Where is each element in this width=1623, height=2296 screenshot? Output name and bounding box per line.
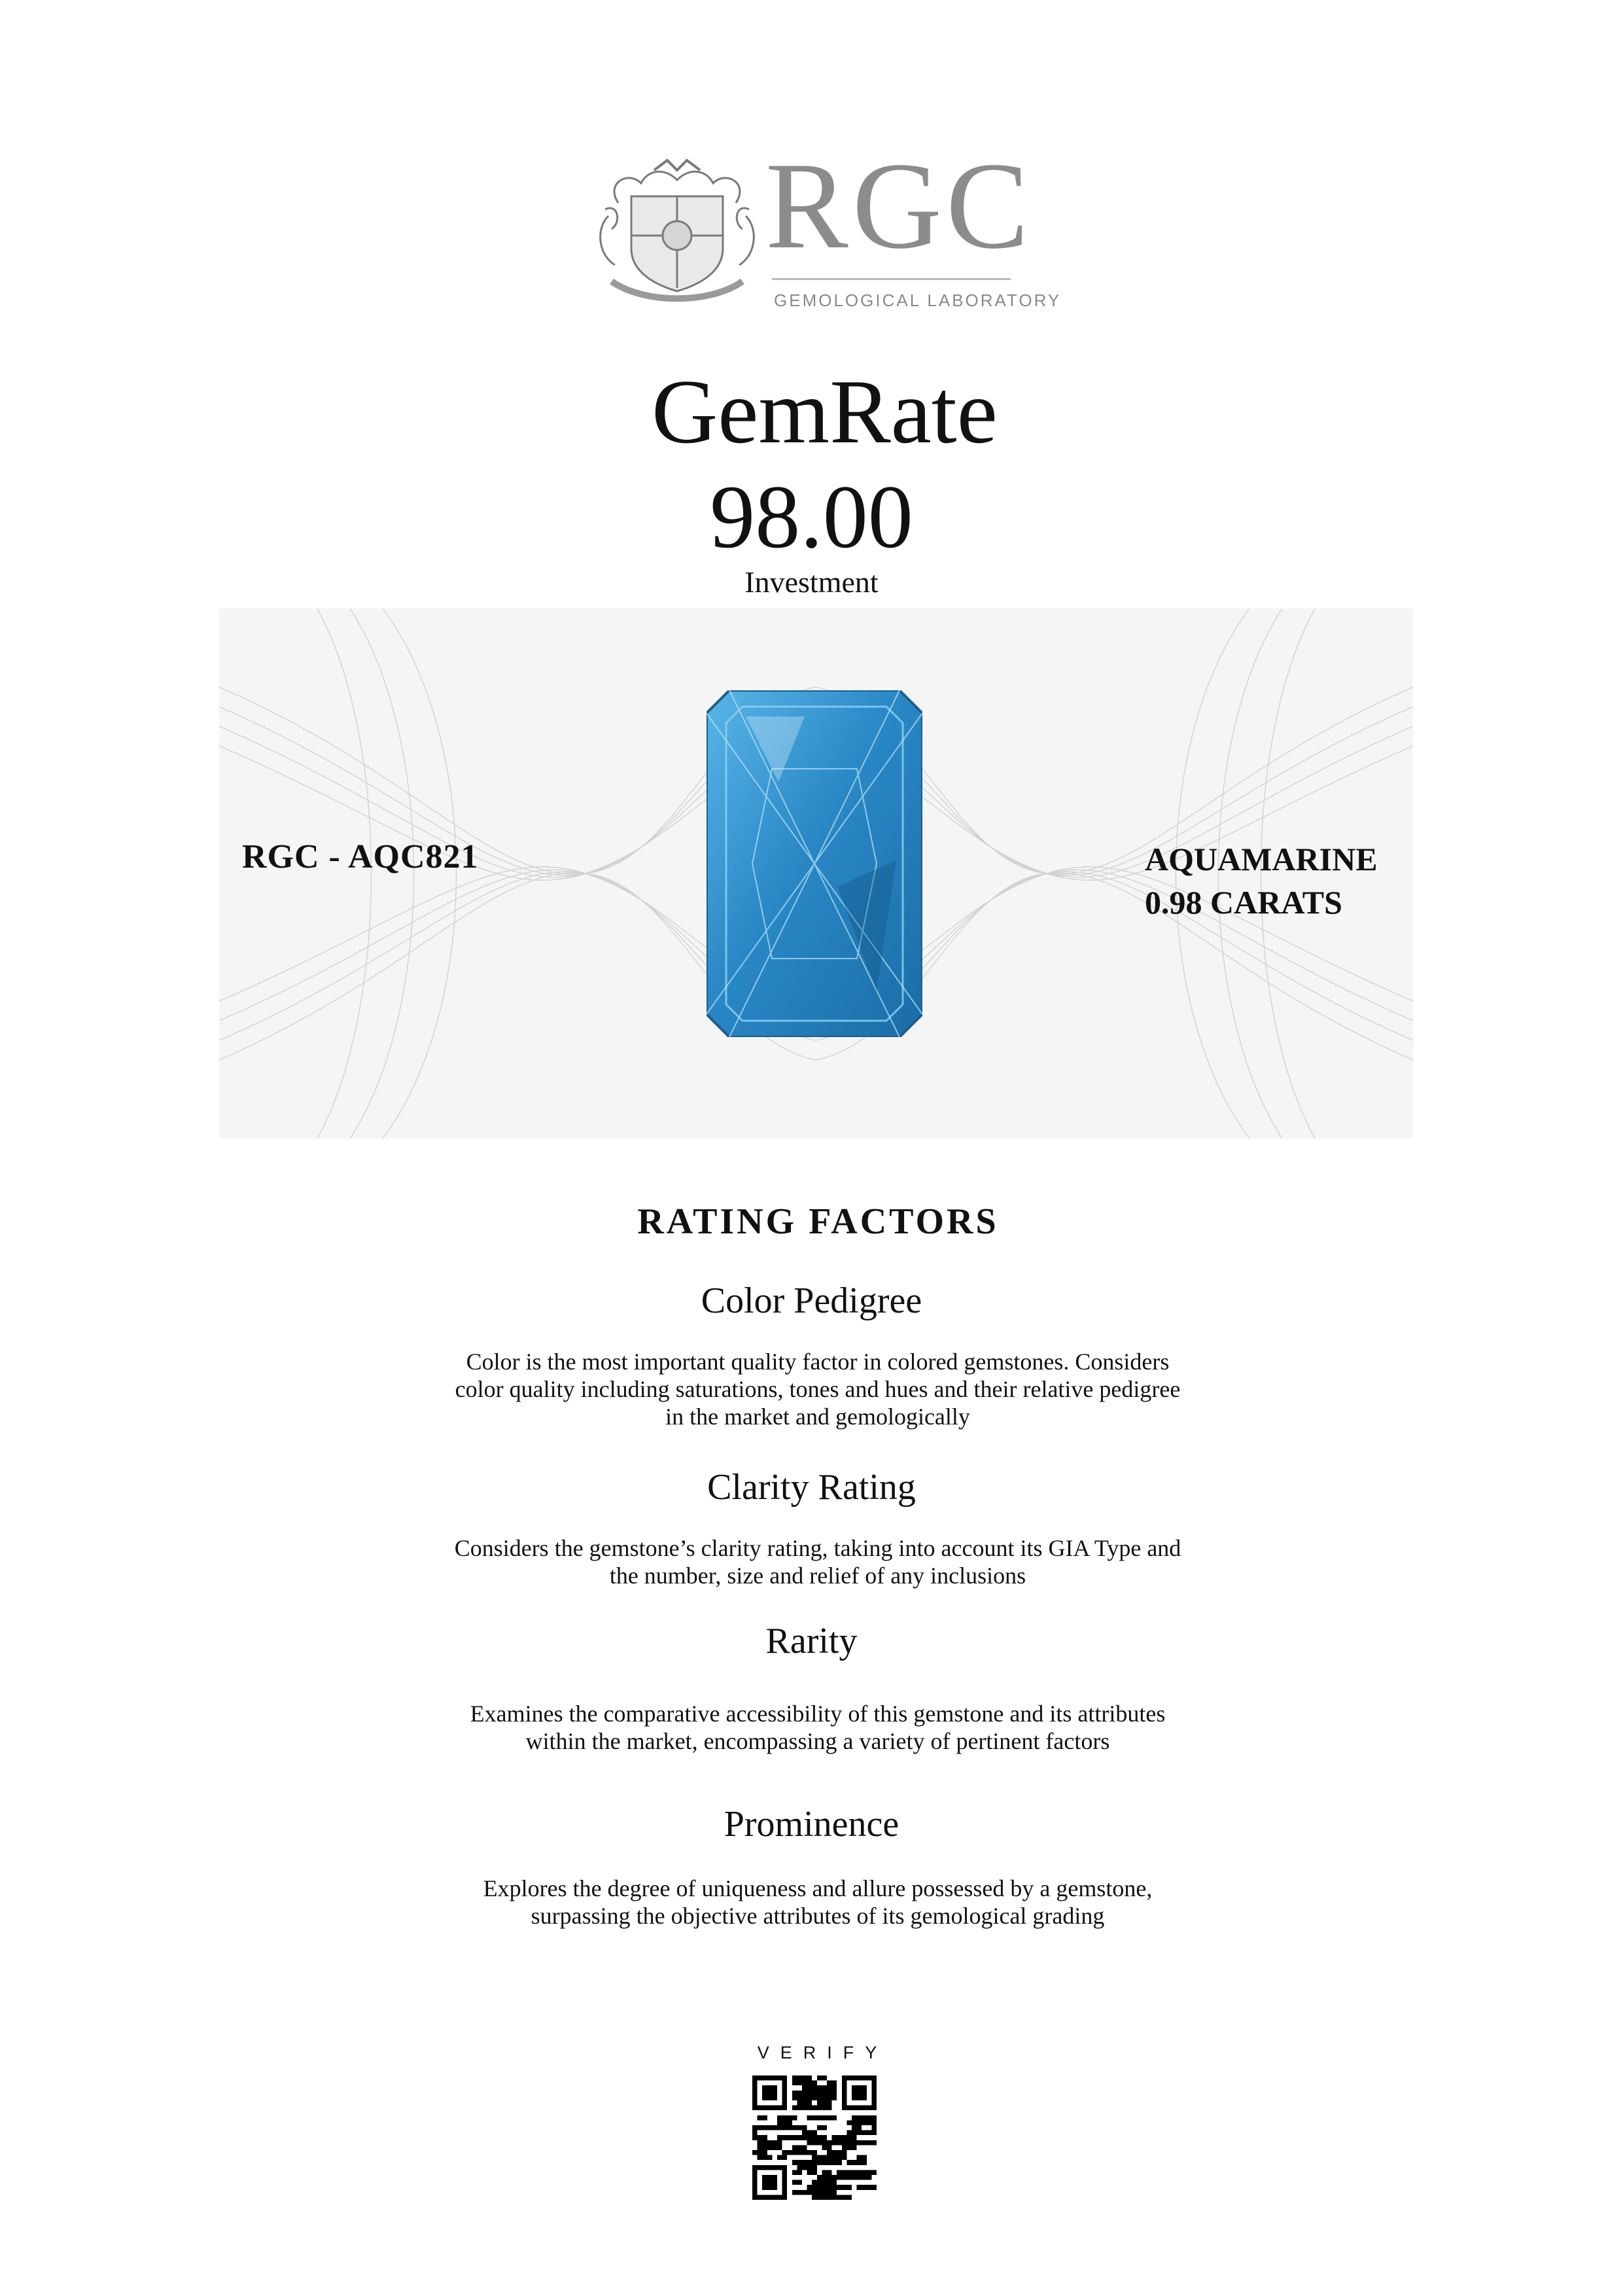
factor-desc-color-pedigree: Color is the most important quality factor in colored gemstones. Considers color quality including saturations, tones and hues and their relative pedigree in the market and gemologically [455, 1349, 1181, 1430]
report-id: RGC - AQC821 [242, 838, 479, 875]
factor-title-rarity: Rarity [765, 1621, 858, 1661]
factor-desc-clarity-rating: Considers the gemstone’s clarity rating, taking into account its GIA Type and the number, size and relief of any inclusions [454, 1535, 1181, 1589]
factor-title-clarity-rating: Clarity Rating [707, 1467, 916, 1508]
factor-desc-prominence: Explores the degree of uniqueness and allure possessed by a gemstone, surpassing the objective attributes of its gemological grading [483, 1875, 1153, 1929]
brand-divider [772, 278, 1011, 280]
factor-title-color-pedigree: Color Pedigree [701, 1280, 922, 1321]
qr-code-icon[interactable] [752, 2075, 877, 2200]
gemrate-tier: Investment [744, 565, 879, 599]
verify-label: VERIFY [757, 2043, 888, 2062]
brand-name: RGC [765, 137, 1033, 275]
brand-subtitle: GEMOLOGICAL LABORATORY [774, 291, 1062, 310]
lab-logo [592, 137, 1062, 314]
gem-species: AQUAMARINE [1145, 841, 1378, 877]
factor-desc-rarity: Examines the comparative accessibility of this gemstone and its attributes within the market, encompassing a variety of pertinent factors [470, 1701, 1166, 1754]
gem-banner [219, 609, 1413, 1139]
gemrate-score: 98.00 [710, 467, 913, 567]
gemstone-image [707, 690, 922, 1037]
gem-weight: 0.98 CARATS [1145, 884, 1342, 921]
factor-title-prominence: Prominence [724, 1804, 899, 1845]
heraldic-crest-icon [592, 157, 762, 311]
gemrate-title: GemRate [652, 361, 998, 463]
rating-factors-heading: RATING FACTORS [637, 1201, 999, 1242]
